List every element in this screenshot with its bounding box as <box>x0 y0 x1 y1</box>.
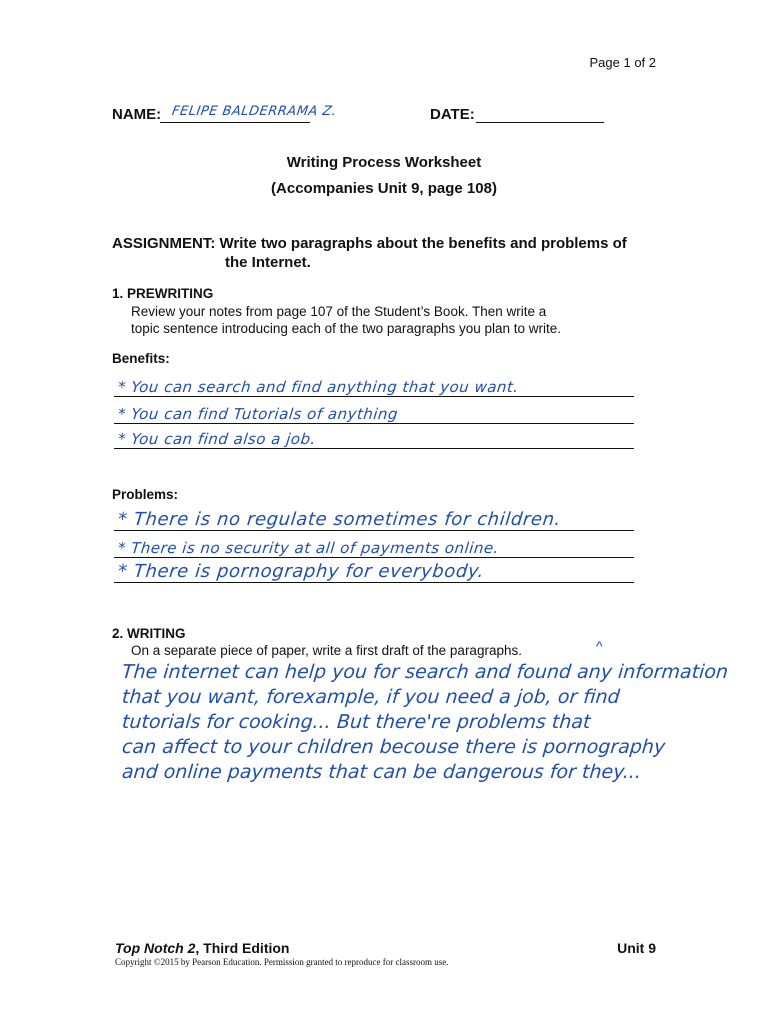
prewriting-heading: 1. PREWRITING <box>112 286 214 301</box>
date-label: DATE: <box>430 106 475 123</box>
prewriting-instructions-line-2: topic sentence introducing each of the two paragraphs you plan to write. <box>131 321 562 336</box>
benefit-answer-line[interactable] <box>114 424 634 449</box>
paragraph-line: and online payments that can be dangerous for they... <box>121 761 643 783</box>
assignment-label: ASSIGNMENT: <box>112 235 216 252</box>
problems-label: Problems: <box>112 487 179 502</box>
problem-answer-line[interactable] <box>114 506 634 531</box>
name-label: NAME: <box>112 106 162 123</box>
handwritten-paragraph[interactable] <box>121 660 730 785</box>
problem-answer-line[interactable] <box>114 533 634 558</box>
book-edition: , Third Edition <box>195 940 290 956</box>
problem-handwritten: * There is pornography for everybody. <box>116 561 486 582</box>
benefit-handwritten: * You can find also a job. <box>117 430 317 448</box>
benefit-answer-line[interactable] <box>114 372 634 397</box>
problem-handwritten: * There is no security at all of payments online. <box>117 539 500 557</box>
paragraph-line: that you want, forexample, if you need a job, or find <box>121 686 621 708</box>
paragraph-line: can affect to your children becouse there is pornography <box>121 736 667 758</box>
worksheet-subtitle: (Accompanies Unit 9, page 108) <box>271 180 497 197</box>
paragraph-line: The internet can help you for search and found any information <box>121 661 730 683</box>
worksheet-title: Writing Process Worksheet <box>286 154 482 171</box>
caret-mark: ^ <box>596 638 603 654</box>
prewriting-instructions-line-1: Review your notes from page 107 of the Student’s Book. Then write a <box>131 304 547 319</box>
name-field[interactable] <box>160 122 310 123</box>
benefits-label: Benefits: <box>112 351 170 366</box>
writing-heading: 2. WRITING <box>112 626 186 641</box>
name-handwritten-value: FELIPE BALDERRAMA Z. <box>170 104 338 119</box>
writing-instructions: On a separate piece of paper, write a first draft of the paragraphs. <box>131 643 522 658</box>
problem-answer-line[interactable] <box>114 558 634 583</box>
copyright-notice: Copyright ©2015 by Pearson Education. Permission granted to reproduce for classroom use. <box>115 957 449 967</box>
benefit-handwritten: * You can find Tutorials of anything <box>117 405 400 423</box>
prewriting-instructions <box>131 303 611 337</box>
problem-handwritten: * There is no regulate sometimes for children. <box>116 509 563 530</box>
footer-unit: Unit 9 <box>617 940 656 956</box>
benefit-handwritten: * You can search and find anything that you want. <box>117 378 520 396</box>
paragraph-line: tutorials for cooking... But there're problems that <box>121 711 592 733</box>
book-title: Top Notch 2 <box>115 940 196 956</box>
assignment <box>112 234 652 272</box>
benefit-answer-line[interactable] <box>114 399 634 424</box>
assignment-text: Write two paragraphs about the benefits and problems of <box>219 235 627 252</box>
date-field[interactable] <box>476 122 604 123</box>
footer-book-title <box>115 940 289 956</box>
page-number: Page 1 of 2 <box>589 55 656 70</box>
assignment-text-continued: the Internet. <box>225 254 311 271</box>
